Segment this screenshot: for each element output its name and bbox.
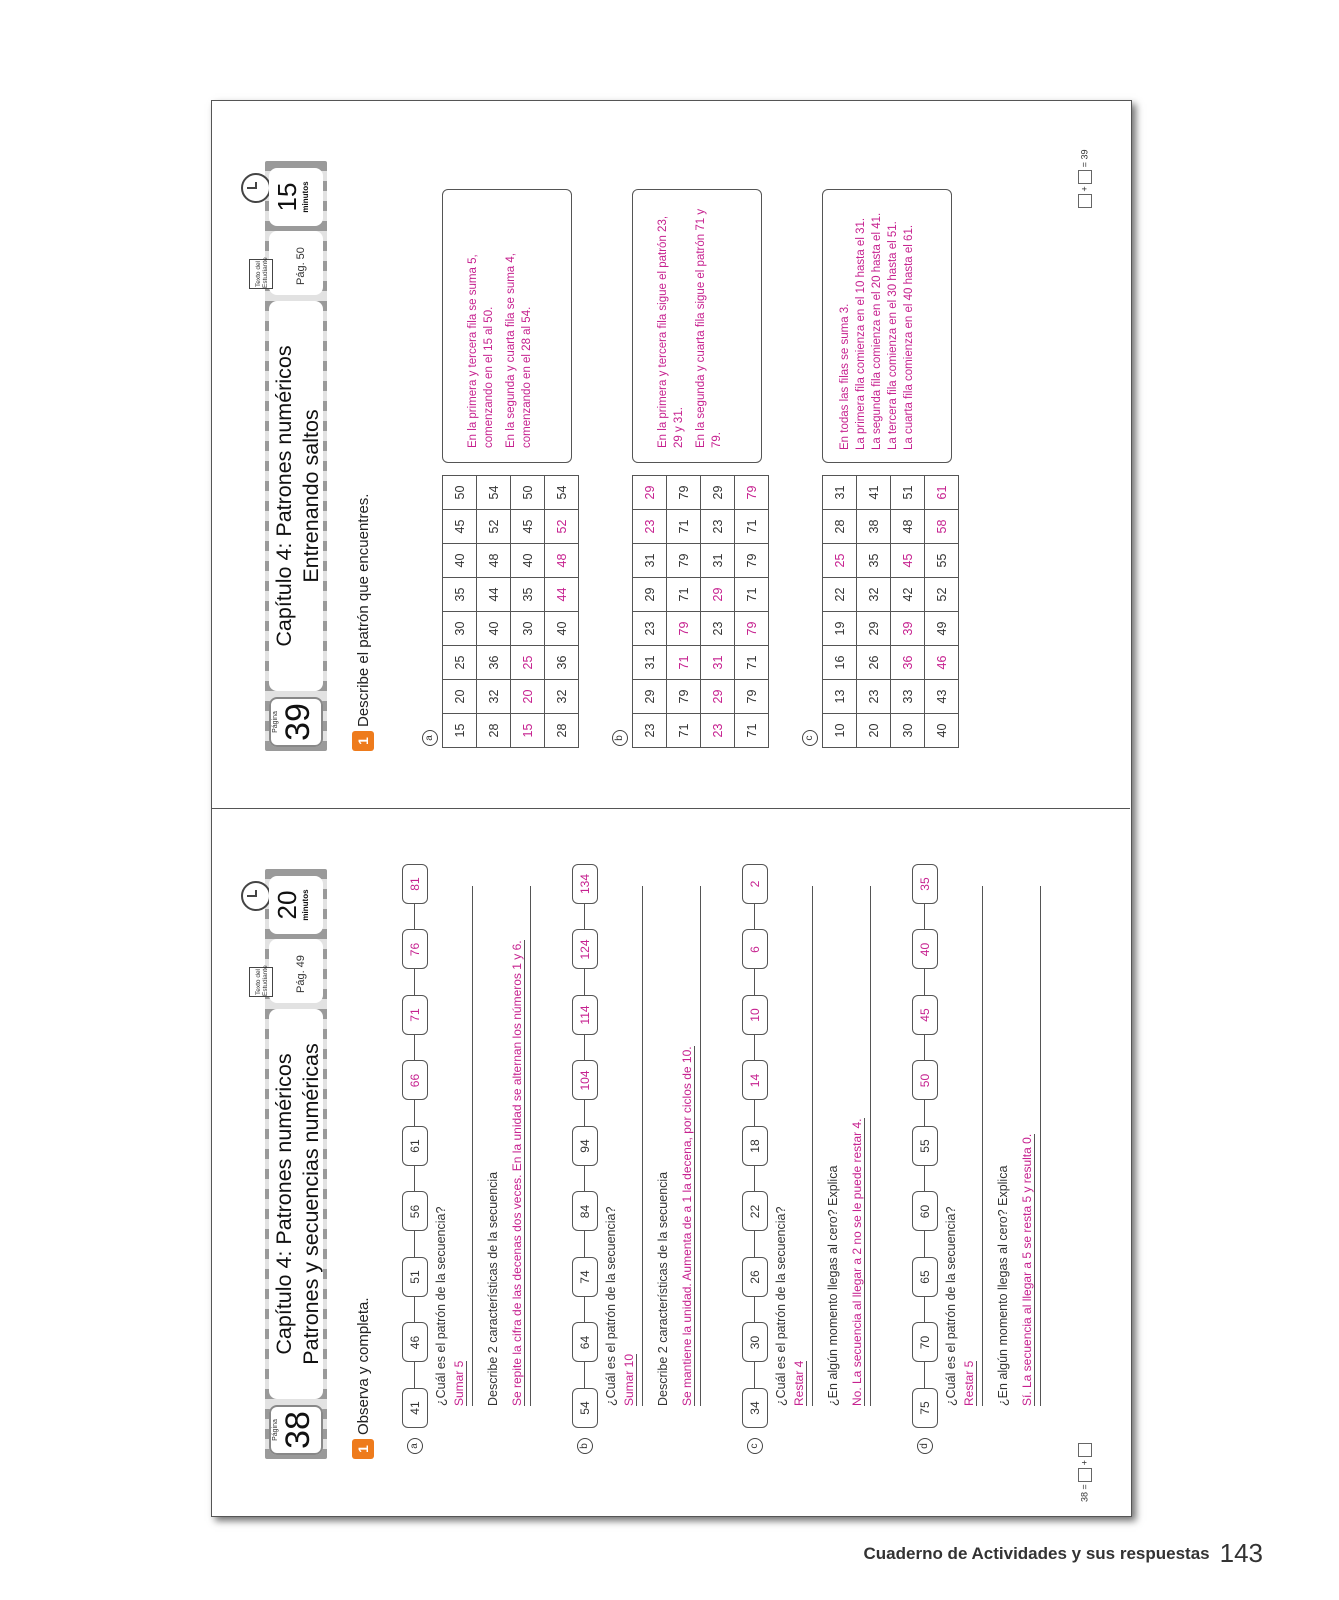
instruction-text: Describe el patrón que encuentres. — [354, 493, 372, 727]
pattern-answer-text: En la segunda y cuarta fila sigue el patrón 71 y 79. — [695, 208, 723, 448]
number-table — [442, 475, 579, 748]
item-letter: d — [917, 1438, 933, 1454]
table-cell: 79 — [735, 680, 769, 714]
table-row — [477, 476, 511, 748]
table-cell: 32 — [477, 680, 511, 714]
highlighted-cell: 58 — [925, 510, 959, 544]
item-letter: a — [407, 1438, 423, 1454]
sequence-cell: 26 — [742, 1257, 768, 1297]
sequence-cell: 55 — [912, 1126, 938, 1166]
table-cell: 31 — [701, 544, 735, 578]
page-label: Página — [272, 1419, 279, 1441]
book-icon: Texto del Estudiante — [249, 257, 277, 289]
highlighted-cell: 36 — [891, 646, 925, 680]
page-header — [255, 869, 327, 1459]
answer-cell[interactable]: 104 — [572, 1061, 598, 1101]
sequence-cell: 61 — [402, 1126, 428, 1166]
table-row — [545, 476, 579, 748]
item-letter: a — [422, 730, 438, 746]
pattern-answer-text: La primera fila comienza en el 10 hasta el 31. — [855, 217, 867, 450]
highlighted-cell: 23 — [701, 714, 735, 748]
highlighted-cell: 46 — [925, 646, 959, 680]
answer-cell[interactable]: 76 — [402, 930, 428, 970]
table-cell: 45 — [511, 510, 545, 544]
table-cell: 71 — [735, 510, 769, 544]
answer-line — [700, 886, 701, 1406]
sequence-cell: 94 — [572, 1126, 598, 1166]
highlighted-cell: 15 — [511, 714, 545, 748]
answer-line — [812, 886, 813, 1406]
sequence-cell: 34 — [742, 1388, 768, 1428]
sequence-row — [742, 866, 768, 1428]
number-table — [632, 475, 769, 748]
sequence-cell: 56 — [402, 1192, 428, 1232]
answer-line — [472, 886, 473, 1406]
page-number: 39 — [279, 703, 317, 741]
sequence-cell: 54 — [572, 1388, 598, 1428]
time-box — [269, 876, 323, 934]
table-cell: 29 — [857, 612, 891, 646]
table-cell: 32 — [857, 578, 891, 612]
answer-cell[interactable]: 35 — [912, 864, 938, 904]
answer-line — [870, 886, 871, 1406]
page-label: Página — [272, 711, 279, 733]
title-line-1: Capítulo 4: Patrones numéricos — [272, 1053, 296, 1355]
table-cell: 71 — [735, 714, 769, 748]
page-title — [269, 1009, 323, 1399]
table-cell: 71 — [667, 714, 701, 748]
table-row — [667, 476, 701, 748]
table-cell: 43 — [925, 680, 959, 714]
answer-characteristics[interactable]: Se mantiene la unidad. Aumenta de a 1 la decena, por ciclos de 10. — [680, 1046, 694, 1406]
sequence-cell: 46 — [402, 1323, 428, 1363]
table-cell: 31 — [823, 476, 857, 510]
table-cell: 44 — [477, 578, 511, 612]
table-cell: 49 — [925, 612, 959, 646]
table-row — [891, 476, 925, 748]
table-cell: 48 — [891, 510, 925, 544]
answer-characteristics[interactable]: Se repite la cifra de las decenas dos veces. En la unidad se alternan los números 1 y 6. — [510, 940, 524, 1406]
page-number: 38 — [279, 1411, 317, 1449]
table-cell: 30 — [443, 612, 477, 646]
answer-cell[interactable]: 81 — [402, 864, 428, 904]
table-cell: 23 — [633, 714, 667, 748]
table-cell: 20 — [443, 680, 477, 714]
table-cell: 79 — [735, 544, 769, 578]
item-letter: b — [577, 1438, 593, 1454]
table-cell: 29 — [633, 578, 667, 612]
table-cell: 35 — [443, 578, 477, 612]
title-line-1: Capítulo 4: Patrones numéricos — [272, 345, 296, 647]
table-cell: 36 — [477, 646, 511, 680]
answer-pattern[interactable]: Sumar 5 — [452, 1360, 466, 1406]
alarm-clock-icon — [241, 881, 271, 911]
table-cell: 22 — [823, 578, 857, 612]
sequence-cell: 51 — [402, 1257, 428, 1297]
activity-number: 1 — [352, 1439, 374, 1459]
question-characteristics: Describe 2 características de la secuencia — [656, 1171, 670, 1406]
table-cell: 48 — [477, 544, 511, 578]
page-footer-equation: + = 39 — [1078, 149, 1092, 208]
blank-square — [1078, 1468, 1092, 1482]
pattern-answer-text: En todas las filas se suma 3. — [839, 303, 851, 450]
instruction — [352, 1297, 378, 1459]
table-cell: 40 — [443, 544, 477, 578]
sequence-cell: 18 — [742, 1126, 768, 1166]
time-box — [269, 168, 323, 226]
table-cell: 40 — [545, 612, 579, 646]
highlighted-cell: 79 — [667, 612, 701, 646]
table-cell: 13 — [823, 680, 857, 714]
sequence-cell: 64 — [572, 1323, 598, 1363]
sequence-cell: 22 — [742, 1192, 768, 1232]
page-38 — [212, 809, 1131, 1516]
answer-cell[interactable]: 134 — [572, 864, 598, 904]
table-row — [857, 476, 891, 748]
question-pattern: ¿Cuál es el patrón de la secuencia? — [944, 1206, 958, 1406]
page-header — [255, 161, 327, 751]
sequence-cell: 60 — [912, 1192, 938, 1232]
page-number-box — [269, 697, 323, 747]
book-icon: Texto del Estudiante — [249, 965, 277, 997]
table-row — [511, 476, 545, 748]
page-39 — [212, 101, 1131, 808]
blank-square — [1078, 170, 1092, 184]
instruction-text: Observa y completa. — [354, 1297, 372, 1435]
table-cell: 38 — [857, 510, 891, 544]
highlighted-cell: 25 — [823, 544, 857, 578]
table-cell: 79 — [667, 680, 701, 714]
table-row — [633, 476, 667, 748]
item-letter: c — [802, 730, 818, 746]
answer-cell[interactable]: 124 — [572, 930, 598, 970]
table-cell: 19 — [823, 612, 857, 646]
table-cell: 55 — [925, 544, 959, 578]
textbook-ref — [255, 231, 323, 295]
sequence-cell: 74 — [572, 1257, 598, 1297]
table-cell: 29 — [633, 680, 667, 714]
table-cell: 40 — [511, 544, 545, 578]
page-number-box — [269, 1405, 323, 1455]
answer-characteristics[interactable]: No. La secuencia al llegar a 2 no se le puede restar 4. — [850, 1118, 864, 1406]
table-cell: 25 — [443, 646, 477, 680]
sequence-cell: 70 — [912, 1323, 938, 1363]
highlighted-cell: 52 — [545, 510, 579, 544]
pattern-answer-text: En la segunda y cuarta fila se suma 4, comenzando en el 28 al 54. — [505, 253, 533, 448]
table-cell: 79 — [667, 544, 701, 578]
page-fold — [211, 808, 1130, 809]
answer-line — [530, 886, 531, 1406]
table-cell: 26 — [857, 646, 891, 680]
highlighted-cell: 23 — [633, 510, 667, 544]
table-row — [701, 476, 735, 748]
table-cell: 40 — [925, 714, 959, 748]
pattern-answer-box[interactable] — [632, 189, 762, 463]
sequence-cell: 75 — [912, 1388, 938, 1428]
footer-text: 38 = — [1079, 1484, 1090, 1502]
table-cell: 31 — [633, 646, 667, 680]
answer-pattern[interactable]: Sumar 10 — [622, 1353, 636, 1406]
answer-cell[interactable]: 66 — [402, 1061, 428, 1101]
question-pattern: ¿Cuál es el patrón de la secuencia? — [434, 1206, 448, 1406]
answer-pattern[interactable]: Restar 4 — [792, 1360, 806, 1406]
question-pattern: ¿Cuál es el patrón de la secuencia? — [604, 1206, 618, 1406]
pattern-answer-text: En la primera y tercera fila sigue el patrón 23, 29 y 31. — [657, 215, 685, 448]
table-cell: 50 — [443, 476, 477, 510]
table-cell: 45 — [443, 510, 477, 544]
table-cell: 31 — [633, 544, 667, 578]
table-cell: 71 — [735, 578, 769, 612]
highlighted-cell: 61 — [925, 476, 959, 510]
textbook-page: Pág. 50 — [295, 247, 307, 285]
table-cell: 30 — [511, 612, 545, 646]
table-cell: 28 — [477, 714, 511, 748]
sequence-cell: 65 — [912, 1257, 938, 1297]
answer-cell[interactable]: 10 — [742, 995, 768, 1035]
highlighted-cell: 48 — [545, 544, 579, 578]
pattern-answer-text: La cuarta fila comienza en el 40 hasta el 61. — [903, 224, 915, 450]
highlighted-cell: 29 — [701, 578, 735, 612]
pattern-answer-text: La segunda fila comienza en el 20 hasta el 41. — [871, 212, 883, 450]
highlighted-cell: 44 — [545, 578, 579, 612]
table-row — [925, 476, 959, 748]
table-cell: 23 — [633, 612, 667, 646]
table-cell: 52 — [925, 578, 959, 612]
highlighted-cell: 79 — [735, 476, 769, 510]
table-cell: 51 — [891, 476, 925, 510]
table-cell: 28 — [545, 714, 579, 748]
table-cell: 54 — [477, 476, 511, 510]
sequence-cell: 84 — [572, 1192, 598, 1232]
item-letter: c — [747, 1438, 763, 1454]
table-cell: 16 — [823, 646, 857, 680]
table-cell: 40 — [477, 612, 511, 646]
answer-line — [1040, 886, 1041, 1406]
minutes-label: minutos — [301, 889, 310, 921]
answer-line — [982, 886, 983, 1406]
table-cell: 23 — [857, 680, 891, 714]
highlighted-cell: 79 — [735, 612, 769, 646]
table-row — [823, 476, 857, 748]
answer-cell[interactable]: 114 — [572, 995, 598, 1035]
instruction — [352, 494, 378, 751]
table-cell: 52 — [477, 510, 511, 544]
highlighted-cell: 45 — [891, 544, 925, 578]
table-row — [443, 476, 477, 748]
table-cell: 54 — [545, 476, 579, 510]
answer-pattern[interactable]: Restar 5 — [962, 1360, 976, 1406]
footer-text: = 39 — [1079, 149, 1090, 168]
book-page-number: 143 — [1219, 1538, 1263, 1568]
table-cell: 32 — [545, 680, 579, 714]
highlighted-cell: 29 — [701, 680, 735, 714]
sequence-cell: 41 — [402, 1388, 428, 1428]
highlighted-cell: 29 — [633, 476, 667, 510]
answer-characteristics[interactable]: Sí. La secuencia al llegar a 5 se resta 5 y resulta 0. — [1020, 1133, 1034, 1406]
table-cell: 29 — [701, 476, 735, 510]
table-cell: 23 — [701, 612, 735, 646]
table-cell: 71 — [735, 646, 769, 680]
pattern-answer-box[interactable] — [442, 189, 572, 463]
activity-number: 1 — [352, 731, 374, 751]
page-title — [269, 301, 323, 691]
table-cell: 10 — [823, 714, 857, 748]
table-cell: 30 — [891, 714, 925, 748]
book-footer — [864, 1538, 1264, 1569]
answer-cell[interactable]: 50 — [912, 1061, 938, 1101]
answer-cell[interactable]: 2 — [742, 864, 768, 904]
question-characteristics: Describe 2 características de la secuencia — [486, 1171, 500, 1406]
table-cell: 23 — [701, 510, 735, 544]
table-cell: 35 — [857, 544, 891, 578]
sequence-row — [912, 866, 938, 1428]
question-pattern: ¿Cuál es el patrón de la secuencia? — [774, 1206, 788, 1406]
answer-cell[interactable]: 14 — [742, 1061, 768, 1101]
sequence-row — [402, 866, 428, 1428]
sequence-cell: 30 — [742, 1323, 768, 1363]
title-line-2: Patrones y secuencias numéricas — [299, 1043, 323, 1365]
textbook-ref — [255, 939, 323, 1003]
answer-cell[interactable]: 45 — [912, 995, 938, 1035]
minutes-label: minutos — [301, 181, 310, 213]
table-cell: 50 — [511, 476, 545, 510]
table-cell: 42 — [891, 578, 925, 612]
highlighted-cell: 31 — [701, 646, 735, 680]
table-row — [735, 476, 769, 748]
table-cell: 20 — [857, 714, 891, 748]
table-cell: 71 — [667, 578, 701, 612]
pattern-answer-text: La tercera fila comienza en el 30 hasta el 51. — [887, 221, 899, 450]
highlighted-cell: 20 — [511, 680, 545, 714]
answer-cell[interactable]: 40 — [912, 930, 938, 970]
table-cell: 15 — [443, 714, 477, 748]
table-cell: 28 — [823, 510, 857, 544]
question-characteristics: ¿En algún momento llegas al cero? Explica — [996, 1165, 1010, 1406]
blank-square — [1078, 194, 1092, 208]
book-footer-label: Cuaderno de Actividades y sus respuestas — [863, 1544, 1210, 1563]
page-footer-equation: 38 = + — [1078, 1443, 1092, 1502]
textbook-page: Pág. 49 — [295, 955, 307, 993]
sequence-row — [572, 866, 598, 1428]
minutes-value: 15 — [272, 182, 302, 212]
number-table — [822, 475, 959, 748]
pattern-answer-text: En la primera y tercera fila se suma 5, comenzando en el 15 al 50. — [467, 254, 495, 448]
table-cell: 36 — [545, 646, 579, 680]
blank-square — [1078, 1443, 1092, 1457]
minutes-value: 20 — [272, 890, 302, 920]
answer-cell[interactable]: 6 — [742, 930, 768, 970]
title-line-2: Entrenando saltos — [299, 409, 323, 583]
question-characteristics: ¿En algún momento llegas al cero? Explica — [826, 1165, 840, 1406]
table-cell: 79 — [667, 476, 701, 510]
answer-cell[interactable]: 71 — [402, 995, 428, 1035]
table-cell: 41 — [857, 476, 891, 510]
item-letter: b — [612, 730, 628, 746]
table-cell: 33 — [891, 680, 925, 714]
highlighted-cell: 39 — [891, 612, 925, 646]
highlighted-cell: 25 — [511, 646, 545, 680]
table-cell: 71 — [667, 510, 701, 544]
table-cell: 35 — [511, 578, 545, 612]
answer-line — [642, 886, 643, 1406]
highlighted-cell: 71 — [667, 646, 701, 680]
pattern-answer-box[interactable] — [822, 189, 952, 463]
alarm-clock-icon — [241, 173, 271, 203]
